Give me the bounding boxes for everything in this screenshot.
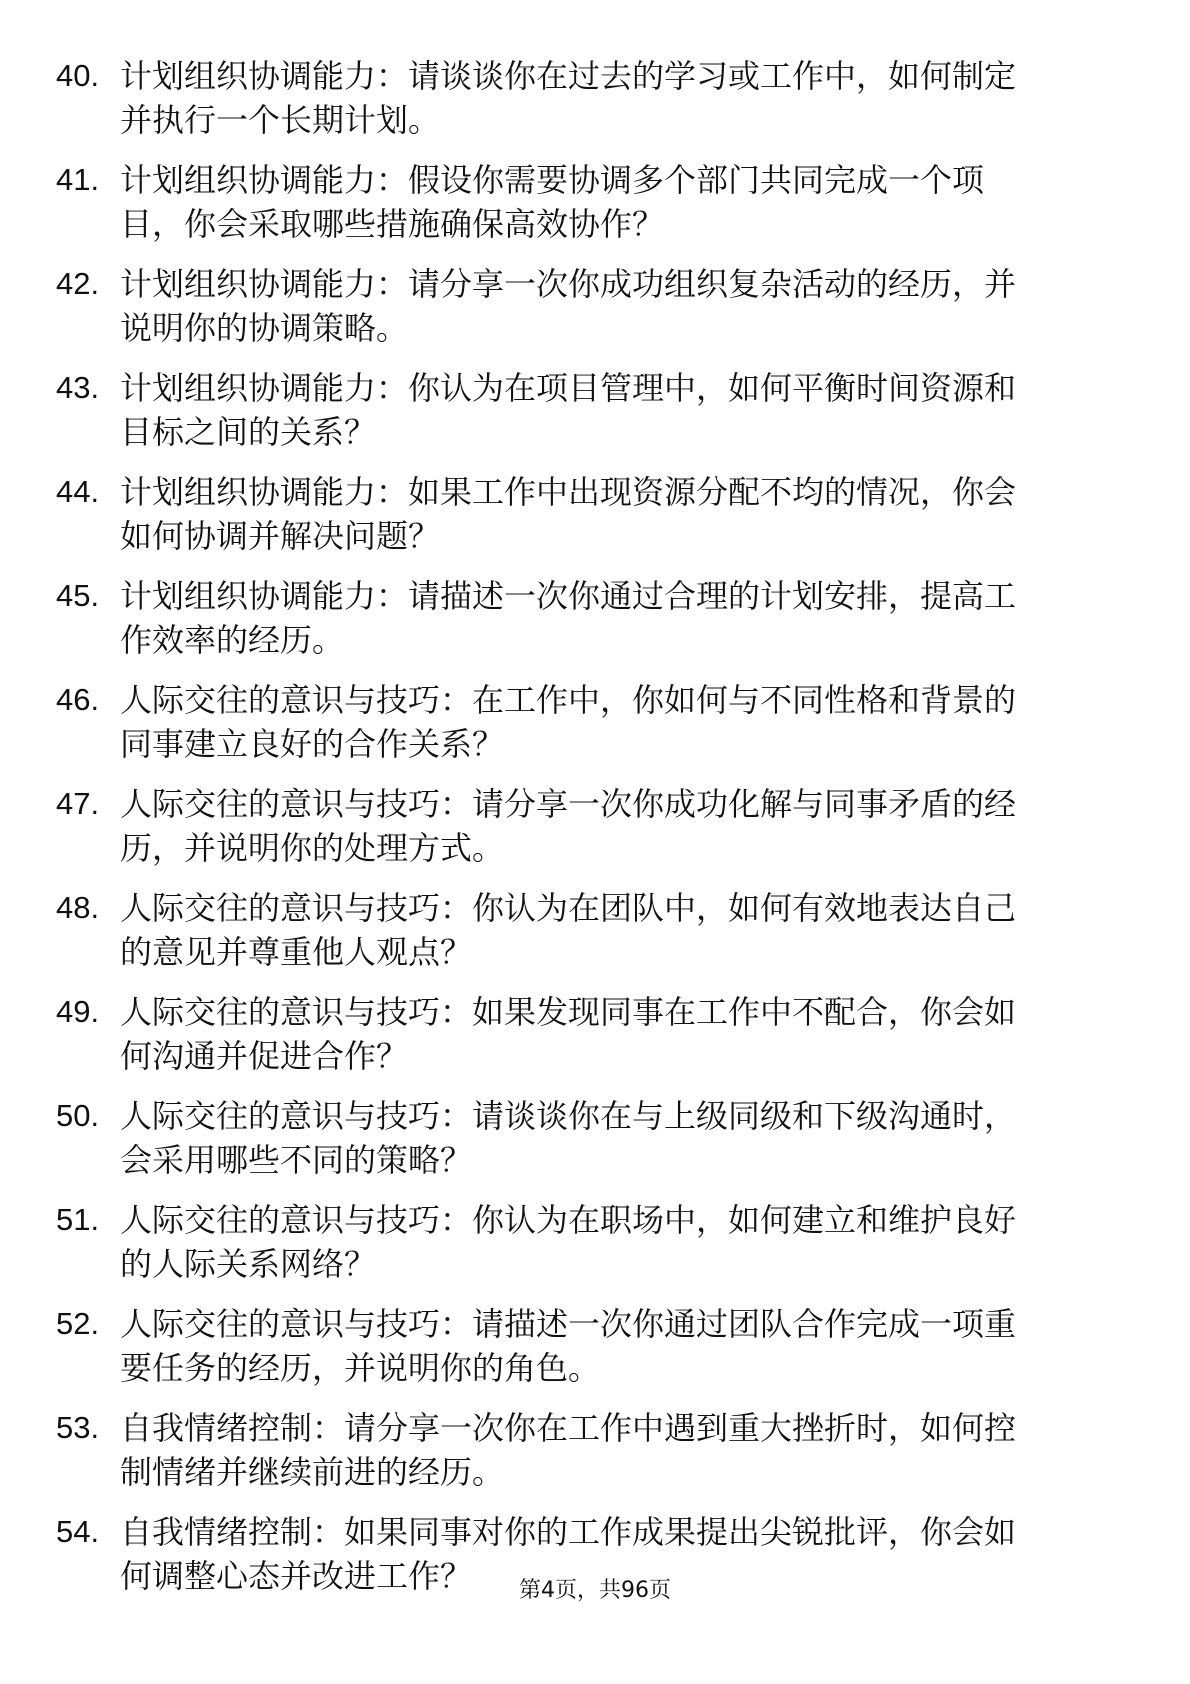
question-number: 50. <box>56 1098 100 1133</box>
question-number: 42. <box>56 266 100 301</box>
question-text: 计划组织协调能力：假设你需要协调多个部门共同完成一个项目，你会采取哪些措施确保高效协作？ <box>120 161 985 243</box>
question-number: 43. <box>56 370 100 405</box>
question-text: 计划组织协调能力：请分享一次你成功组织复杂活动的经历，并说明你的协调策略。 <box>120 265 1017 347</box>
question-number: 48. <box>56 890 100 925</box>
question-text: 人际交往的意识与技巧：你认为在职场中，如何建立和维护良好的人际关系网络？ <box>120 1201 1017 1283</box>
question-text: 人际交往的意识与技巧：请谈谈你在与上级同级和下级沟通时，会采用哪些不同的策略？ <box>120 1097 1017 1179</box>
question-item <box>0 1298 1190 1402</box>
question-text: 计划组织协调能力：请谈谈你在过去的学习或工作中，如何制定并执行一个长期计划。 <box>120 57 1017 139</box>
question-item <box>0 1090 1190 1194</box>
question-item <box>0 778 1190 882</box>
question-text: 自我情绪控制：请分享一次你在工作中遇到重大挫折时，如何控制情绪并继续前进的经历。 <box>120 1409 1017 1491</box>
question-number: 53. <box>56 1410 100 1445</box>
question-item <box>0 50 1190 154</box>
question-text: 人际交往的意识与技巧：请分享一次你成功化解与同事矛盾的经历，并说明你的处理方式。 <box>120 785 1017 867</box>
question-item <box>0 882 1190 986</box>
question-number: 52. <box>56 1306 100 1341</box>
question-text: 计划组织协调能力：如果工作中出现资源分配不均的情况，你会如何协调并解决问题？ <box>120 473 1017 555</box>
question-item <box>0 674 1190 778</box>
question-number: 51. <box>56 1202 100 1237</box>
question-text: 人际交往的意识与技巧：如果发现同事在工作中不配合，你会如何沟通并促进合作？ <box>120 993 1017 1075</box>
question-number: 47. <box>56 786 100 821</box>
question-list <box>0 50 1190 1610</box>
question-text: 人际交往的意识与技巧：请描述一次你通过团队合作完成一项重要任务的经历，并说明你的角色。 <box>120 1305 1017 1387</box>
question-text: 计划组织协调能力：请描述一次你通过合理的计划安排，提高工作效率的经历。 <box>120 577 1017 659</box>
page-footer <box>0 1576 1190 1606</box>
question-item <box>0 1402 1190 1506</box>
page-number-label: 第4页，共96页 <box>519 1578 671 1603</box>
question-item <box>0 258 1190 362</box>
question-item <box>0 986 1190 1090</box>
question-number: 40. <box>56 58 100 93</box>
question-number: 45. <box>56 578 100 613</box>
question-number: 54. <box>56 1514 100 1549</box>
question-number: 44. <box>56 474 100 509</box>
question-number: 41. <box>56 162 100 197</box>
question-text: 自我情绪控制：如果同事对你的工作成果提出尖锐批评，你会如何调整心态并改进工作？ <box>120 1513 1017 1595</box>
question-item <box>0 1194 1190 1298</box>
question-number: 46. <box>56 682 100 717</box>
question-text: 计划组织协调能力：你认为在项目管理中，如何平衡时间资源和目标之间的关系？ <box>120 369 1017 451</box>
question-item <box>0 154 1190 258</box>
question-number: 49. <box>56 994 100 1029</box>
question-item <box>0 362 1190 466</box>
question-item <box>0 466 1190 570</box>
question-text: 人际交往的意识与技巧：在工作中，你如何与不同性格和背景的同事建立良好的合作关系？ <box>120 681 1017 763</box>
question-item <box>0 570 1190 674</box>
question-text: 人际交往的意识与技巧：你认为在团队中，如何有效地表达自己的意见并尊重他人观点？ <box>120 889 1017 971</box>
